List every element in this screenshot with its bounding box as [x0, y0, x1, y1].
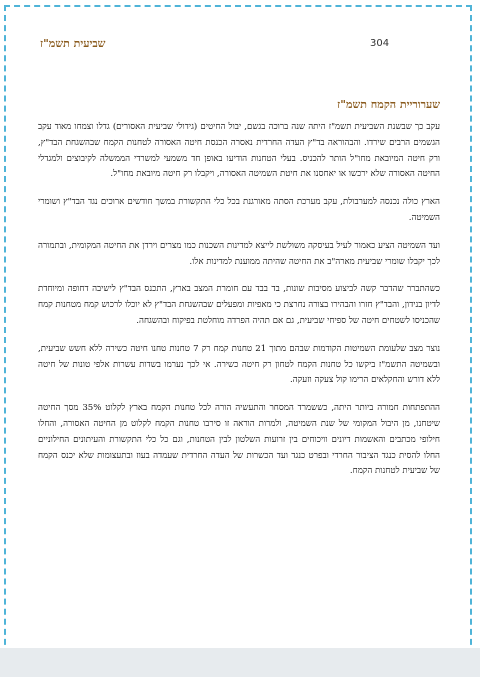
section-title: שערוריית הקמח תשמ"ז: [337, 98, 440, 111]
paragraph: ועד השמיטה הציע כאמור לעיל בעיסקה משולשת לייצא למדינות השכנות כמו מצרים וירדן את החיטה המקומית, ובתמורה לכך יקבלו שומרי שביעית מארה"ב את החיטה שהיתה ממוענת למדינות אלו.: [38, 240, 440, 267]
paragraph: הארץ כולה נכנסה למערבולת, עקב מערכת הסתה מאורגנת בכל כלי התקשורת במשך חודשים ארוכים נגד הבד"ץ ושומרי השמיטה.: [38, 197, 440, 223]
page-number: 304: [370, 38, 390, 49]
paragraph: עקב כך שבשנת השביעית תשמ"ז היתה שנה ברוכה בגשם, יבול החיטים (גידולי שביעית האסורים) גדלו וצמחו מאוד עקב הגשמים הרבים שירדו. והבהוראה בד"ץ העדה החרדית נאסרה הכנסת חיטה האסורה לטחנות הקמח שבהשגחת הבד"ץ, ורק חיטה המיובאת מחו"ל הותר להכניס. בעלי הטחנות הודיעו באופן חד משמעי למשרדי הממשלה לקיבוצים ולמגדלי החיטה האסורה שלא ירכשו או יאחסנו את חיטת השמיטה האסורה, ויקבלו רק חיטה מיובאת מחו"ל.: [38, 122, 440, 180]
article-body: [38, 120, 440, 492]
paragraph: נוצר מצב שלעומת השמיטות הקודמות שבהם מתוך 21 טחנות קמח רק 7 טחנות טחנו חיטה כשירה ללא חשש שביעית, ובשמיטה התשמ"ז ביקשו כל טחנות הקמח לטחון רק חיטה כשירה. אי לכך נערמו בשדות עשרות אלפי טונות של חיטה ללא דורש והחקלאים הרימו קול צעקה וזעקה.: [38, 343, 440, 386]
book-page: [8, 8, 470, 648]
running-title: שביעית תשמ"ז: [40, 37, 106, 50]
bottom-strip: [0, 648, 480, 677]
paragraph: ההתפתחות חמורה ביותר היתה, כששמרד המסחר והתעשיה הורה לכל טחנות הקמח בארץ לקלוט 35% מסך החיטה שיטחנו, מן היבול המקומי של שנת השמיטה, ולמרות הוראה זו סירבו טחנות הקמח לקלוט מן החיטה האסורה, והחלו חילופי מכתבים והאשמות דיונים וויכוחים בין זרועות השלטון לבין הטחנות, וגם כל כלי התקשורת והעיתונים החילוניים החלו להסית כנגד הציבור החרדי ובפרט כנגד ועד הכשרות של העדה החרדית שעמדה בעוז ובתעצומות שלא יכנס הקמח של שביעית לטחנות הקמח.: [38, 403, 440, 477]
running-header: [40, 38, 438, 52]
paragraph: כשהתברר שהדבר קשה לביצוע מסיבות שונות, בד בבד עם חומרת המצב בארץ, התכנס הבד"ץ לישיבה דחופה ומיוחדת לדיון בנידון, והבד"ץ חזרו והבהירו בצורה נחרצת כי מאפיות ומפעלים שבהשגחת הבד"ץ לא יוכלו לרכוש קמח מטחנות קמח שהכניסו לשטחים חיטה של ספיחי שביעית, גם אם תהיה הפרדה מוחלטת בפיקוח ובהשגחה.: [38, 284, 440, 326]
